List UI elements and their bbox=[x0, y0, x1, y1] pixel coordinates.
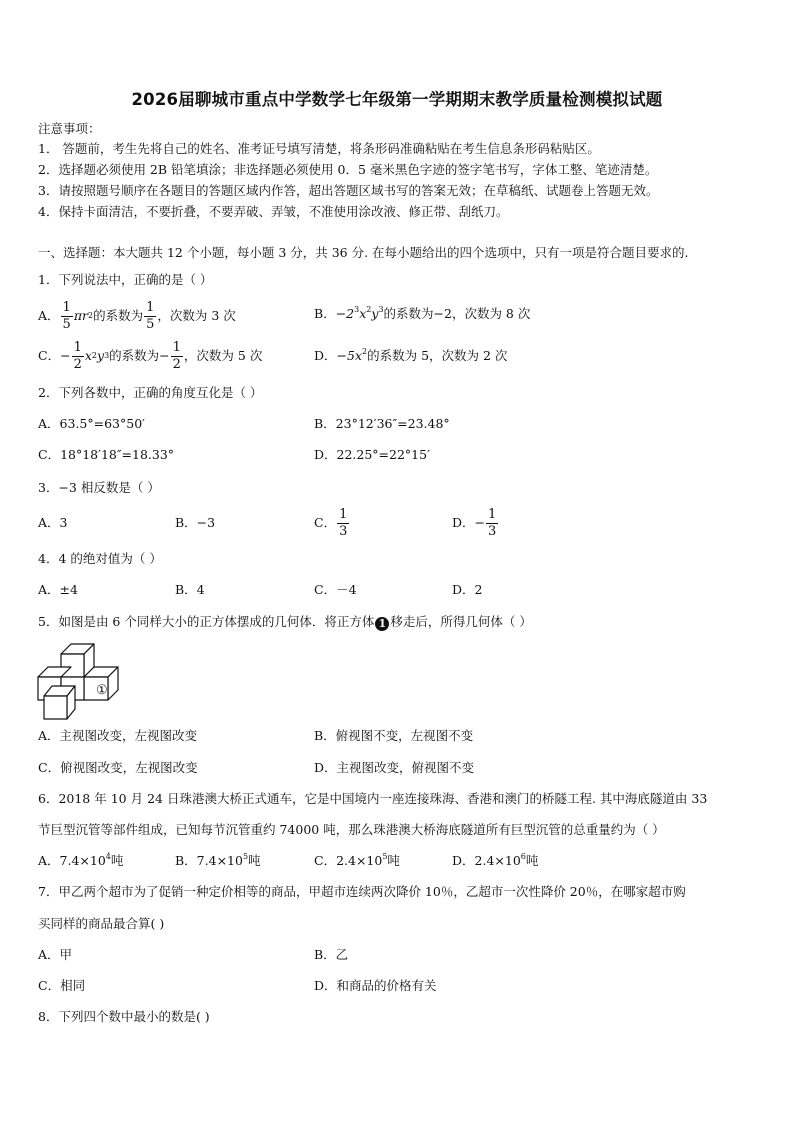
notice-item-4: 4．保持卡面清洁，不要折叠，不要弄破、弄皱，不准使用涂改液、修正带、刮纸刀。 bbox=[38, 204, 509, 219]
q1-a-frac1: $\frac{1}{5}$ bbox=[62, 299, 71, 332]
q4-stem: 4．4 的绝对值为（ ） bbox=[38, 551, 162, 566]
q6-line1: 6．2018 年 10 月 24 日珠港澳大桥正式通车，它是中国境内一座连接珠海、香港和澳门的桥隧工程. 其中海底隧道由 33 bbox=[38, 791, 708, 806]
circled-one-icon: 1 bbox=[375, 617, 389, 631]
notice-item-3: 3．请按照题号顺序在各题目的答题区域内作答，超出答题区域书写的答案无效；在草稿纸、试题卷上答题无效。 bbox=[38, 183, 659, 198]
q3-stem: 3．−3 相反数是（ ） bbox=[38, 480, 160, 495]
q5-option-d: D．主视图改变，俯视图不变 bbox=[314, 760, 475, 775]
q7-option-a: A．甲 bbox=[38, 947, 73, 962]
q3-option-d: D．− $\frac{1}{3}$ bbox=[452, 506, 497, 539]
q1-c-frac2: $\frac{1}{2}$ bbox=[172, 339, 181, 372]
q6-option-b: B．$7.4\times 10^5$吨 bbox=[175, 852, 261, 868]
page-title: 2026届聊城市重点中学数学七年级第一学期期末教学质量检测模拟试题 bbox=[131, 90, 663, 109]
q2-option-b: B．23°12′36″=23.48° bbox=[314, 416, 450, 431]
q1-option-b: B．$-2^3x^2y^3$的系数为−2，次数为 8 次 bbox=[314, 305, 531, 321]
q7-option-c: C．相同 bbox=[38, 978, 86, 993]
figure-label: ① bbox=[96, 683, 108, 698]
q6-option-c: C．$2.4\times 10^5$吨 bbox=[314, 852, 400, 868]
q1-a-label: A． bbox=[38, 308, 60, 323]
q1-c-frac1: $\frac{1}{2}$ bbox=[73, 339, 82, 372]
q1-a-frac2: $\frac{1}{5}$ bbox=[146, 299, 155, 332]
q6-line2: 节巨型沉管等部件组成，已知每节沉管重约 74000 吨，那么珠港澳大桥海底隧道所有巨型沉管的总重量约为（ ） bbox=[38, 822, 665, 837]
q4-option-b: B．4 bbox=[175, 582, 205, 597]
q5-stem: 5．如图是由 6 个同样大小的正方体摆成的几何体．将正方体 1 移走后，所得几何体（ ） bbox=[38, 614, 532, 630]
q6-option-d: D．$2.4\times 10^6$吨 bbox=[452, 852, 539, 868]
q2-stem: 2．下列各数中，正确的角度互化是（ ） bbox=[38, 385, 263, 400]
q3-option-c: C． $\frac{1}{3}$ bbox=[314, 506, 348, 539]
q1-a-expr: πr bbox=[73, 308, 89, 323]
notice-heading: 注意事项： bbox=[38, 121, 101, 136]
q7-option-d: D．和商品的价格有关 bbox=[314, 978, 437, 993]
q1-option-a: A． $\frac{1}{5}$ πr 2 的系数为 $\frac{1}{5}$ ，次数为 3 次 bbox=[38, 299, 236, 332]
q1-stem: 1．下列说法中，正确的是（ ） bbox=[38, 272, 213, 287]
q7-option-b: B．乙 bbox=[314, 947, 349, 962]
q1-option-d: D．$-5x^2$的系数为 5，次数为 2 次 bbox=[314, 347, 508, 363]
q6-option-a: A．$7.4\times 10^4$吨 bbox=[38, 852, 124, 868]
q7-line2: 买同样的商品最合算( ) bbox=[38, 916, 165, 931]
q2-option-c: C．18°18′18″=18.33° bbox=[38, 447, 175, 462]
notice-item-2: 2．选择题必须使用 2B 铅笔填涂；非选择题必须使用 0．5 毫米黑色字迹的签字笔书写，字体工整、笔迹清楚。 bbox=[38, 162, 658, 177]
q4-option-a: A．±4 bbox=[38, 582, 78, 597]
q1-a-mid: 的系数为 bbox=[93, 308, 144, 323]
q4-option-c: C．－4 bbox=[314, 582, 357, 597]
q2-option-d: D．22.25°=22°15′ bbox=[314, 447, 430, 462]
q3-option-a: A．3 bbox=[38, 515, 68, 530]
q1-a-tail: ，次数为 3 次 bbox=[157, 308, 236, 323]
q4-option-d: D．2 bbox=[452, 582, 483, 597]
q2-option-a: A．63.5°=63°50′ bbox=[38, 416, 145, 431]
q5-option-c: C．俯视图改变，左视图改变 bbox=[38, 760, 198, 775]
q8-stem: 8．下列四个数中最小的数是( ) bbox=[38, 1009, 210, 1024]
section-header: 一、选择题：本大题共 12 个小题，每小题 3 分，共 36 分. 在每小题给出的四个选项中，只有一项是符合题目要求的. bbox=[38, 245, 689, 260]
notice-item-1: 1． 答题前，考生先将自己的姓名、准考证号填写清楚，将条形码准确粘贴在考生信息条形码粘贴区。 bbox=[38, 141, 600, 156]
q3-option-b: B．−3 bbox=[175, 515, 216, 530]
q7-line1: 7．甲乙两个超市为了促销一种定价相等的商品，甲超市连续两次降价 10％，乙超市一次性降价 20％，在哪家超市购 bbox=[38, 884, 686, 899]
q5-option-b: B．俯视图不变，左视图不变 bbox=[314, 728, 474, 743]
q1-option-c: C． − $\frac{1}{2}$ x 2 y 3 的系数为− $\frac{1}{2}$ ，次数为 5 次 bbox=[38, 339, 263, 372]
cube-figure bbox=[34, 636, 134, 726]
q5-option-a: A．主视图改变，左视图改变 bbox=[38, 728, 198, 743]
